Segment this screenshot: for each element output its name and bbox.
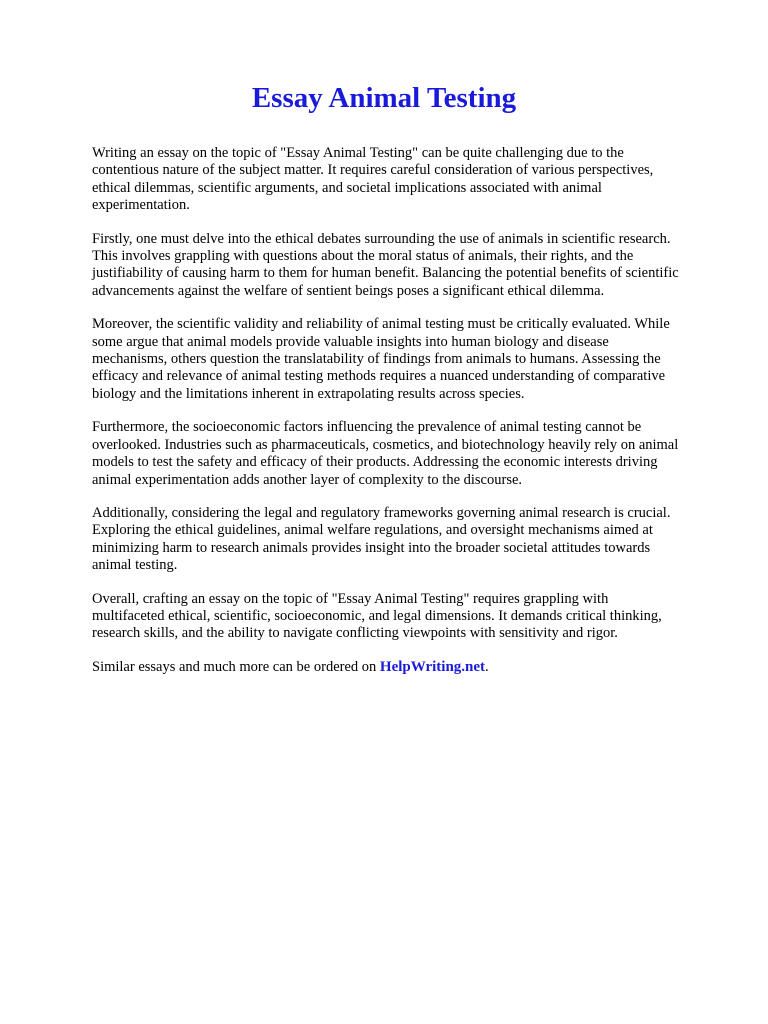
paragraph-line: biology and the limitations inherent in extrapolating results across species. (92, 385, 525, 402)
paragraph-line: ethical dilemmas, scientific arguments, and societal implications associated with animal (92, 179, 602, 196)
paragraph-1 (92, 145, 732, 215)
paragraph-line: multifaceted ethical, scientific, socioeconomic, and legal dimensions. It demands critical thinking, (92, 607, 662, 624)
paragraph-2 (92, 231, 732, 301)
footer-line (92, 659, 732, 676)
paragraph-line: minimizing harm to research animals provides insight into the broader societal attitudes towards (92, 539, 651, 556)
paragraph-line: overlooked. Industries such as pharmaceuticals, cosmetics, and biotechnology heavily rely on animal (92, 436, 679, 453)
paragraph-line: animal experimentation adds another layer of complexity to the discourse. (92, 471, 523, 488)
paragraph-line: Firstly, one must delve into the ethical debates surrounding the use of animals in scientific research. (92, 230, 671, 247)
essay-body (92, 145, 732, 692)
paragraph-line: justifiability of causing harm to them for human benefit. Balancing the potential benefits of scientific (92, 265, 679, 282)
paragraph-line: research skills, and the ability to navigate conflicting viewpoints with sensitivity and rigor. (92, 625, 618, 642)
footer-suffix: . (485, 658, 489, 675)
paragraph-line: Writing an essay on the topic of "Essay Animal Testing" can be quite challenging due to the (92, 145, 624, 161)
footer-prefix: Similar essays and much more can be ordered on (92, 658, 380, 675)
paragraph-line: Additionally, considering the legal and regulatory frameworks governing animal research is crucial. (92, 504, 671, 521)
paragraph-line: Furthermore, the socioeconomic factors influencing the prevalence of animal testing cannot be (92, 419, 642, 436)
helpwriting-link[interactable]: HelpWriting.net (379, 658, 486, 675)
paragraph-6 (92, 591, 732, 643)
paragraph-line: Exploring the ethical guidelines, animal welfare regulations, and oversight mechanisms aimed at (92, 522, 653, 539)
paragraph-line: experimentation. (92, 197, 190, 214)
paragraph-line: Overall, crafting an essay on the topic of "Essay Animal Testing" requires grappling with (92, 590, 609, 607)
page-title: Essay Animal Testing (251, 82, 517, 114)
paragraph-line: models to test the safety and efficacy of their products. Addressing the economic interests driving (92, 454, 658, 471)
paragraph-line: some argue that animal models provide valuable insights into human biology and disease (92, 333, 609, 350)
paragraph-3 (92, 316, 732, 403)
paragraph-5 (92, 505, 732, 575)
paragraph-4 (92, 419, 732, 489)
paragraph-line: contentious nature of the subject matter. It requires careful consideration of various perspectives, (92, 162, 654, 179)
paragraph-line: Moreover, the scientific validity and reliability of animal testing must be critically evaluated. While (92, 316, 670, 333)
paragraph-line: animal testing. (92, 557, 178, 574)
paragraph-line: mechanisms, others question the translatability of findings from animals to humans. Assessing the (92, 351, 661, 368)
paragraph-line: efficacy and relevance of animal testing methods requires a nuanced understanding of comparative (92, 368, 666, 385)
paragraph-line: This involves grappling with questions about the moral status of animals, their rights, and the (92, 248, 634, 265)
paragraph-line: advancements against the welfare of sentient beings poses a significant ethical dilemma. (92, 282, 605, 299)
